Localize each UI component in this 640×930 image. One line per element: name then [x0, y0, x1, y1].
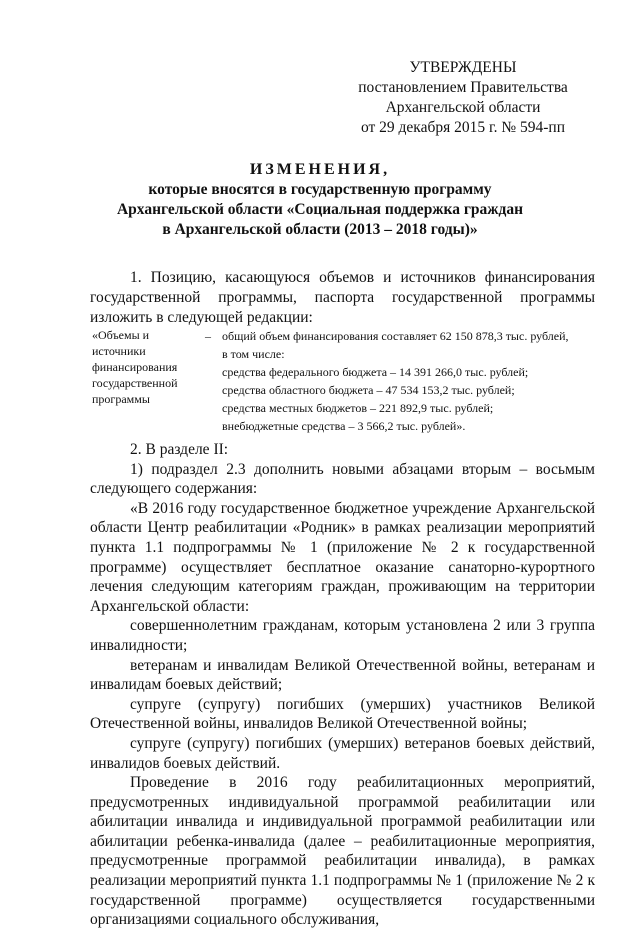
title-line: Архангельской области «Социальная поддержка граждан	[116, 201, 524, 218]
item-1	[90, 268, 595, 328]
funding-line: внебюджетные средства – 3 566,2 тыс. рублей».	[222, 419, 466, 433]
approval-date: от 29 декабря 2015 г. № 594-пп	[360, 119, 566, 136]
paragraph: совершеннолетним гражданам, которым установлена 2 или 3 группа инвалидности;	[90, 617, 595, 654]
title-main: ИЗМЕНЕНИЯ,	[249, 161, 391, 178]
passport-values	[222, 327, 592, 435]
funding-line: средства областного бюджета – 47 534 153,2 тыс. рублей;	[222, 383, 515, 397]
item-2: 2. В разделе II:	[130, 441, 229, 458]
sub-item-1: 1) подраздел 2.3 дополнить новыми абзацами вторым – восьмым следующего содержания:	[90, 460, 595, 498]
approval-stamp	[348, 58, 578, 138]
title-line: в Архангельской области (2013 – 2018 годы)»	[162, 221, 478, 238]
passport-dash: –	[205, 329, 211, 343]
funding-line: общий объем финансирования составляет 62 150 878,3 тыс. рублей,	[222, 329, 569, 343]
paragraph: «В 2016 году государственное бюджетное учреждение Архангельской области Центр реабилитации «Родник» в рамках реализации мероприятий пункта 1.1 подпрограммы № 1 (приложение № 2 к государственной программе) осуществляет бесплатное оказание санаторно-курортного лечения следующим категориям граждан, проживающим на территории Архангельской области:	[90, 499, 595, 615]
title-line: которые вносятся в государственную программу	[148, 181, 492, 198]
funding-line: средства местных бюджетов – 221 892,9 тыс. рублей;	[222, 401, 494, 415]
paragraph: Проведение в 2016 году реабилитационных мероприятий, предусмотренных индивидуальной программой реабилитации или абилитации инвалида и индивидуальной программой реабилитации или абилитации ребенка-инвалида (далее – реабилитационные мероприятия, предусмотренные программой реабилитации инвалида), в рамках реализации мероприятий пункта 1.1 подпрограммы № 1 (приложение № 2 к государственной программе) осуществляется государственными организациями социального обслуживания,	[90, 774, 595, 929]
passport-label: «Объемы и источники финансирования государственной программы	[92, 328, 178, 406]
paragraph: супруге (супругу) погибших (умерших) участников Великой Отечественной войны, инвалидов Великой Отечественной войны;	[90, 695, 595, 733]
approval-line: постановлением Правительства	[358, 79, 568, 96]
passport-funding-table	[92, 327, 592, 437]
document-title	[60, 160, 580, 240]
funding-line: в том числе:	[222, 347, 285, 361]
item-1-text: 1. Позицию, касающуюся объемов и источников финансирования государственной программы, паспорта государственной программы изложить в следующей редакции:	[90, 269, 595, 326]
document-body	[90, 440, 595, 930]
paragraph: супруге (супругу) погибших (умерших) ветеранов боевых действий, инвалидов боевых действий.	[90, 734, 595, 772]
paragraph: ветеранам и инвалидам Великой Отечественной войны, ветеранам и инвалидам боевых действий;	[90, 656, 595, 694]
approval-line: Архангельской области	[385, 99, 541, 116]
approval-heading: УТВЕРЖДЕНЫ	[409, 59, 517, 76]
funding-line: средства федерального бюджета – 14 391 266,0 тыс. рублей;	[222, 365, 529, 379]
